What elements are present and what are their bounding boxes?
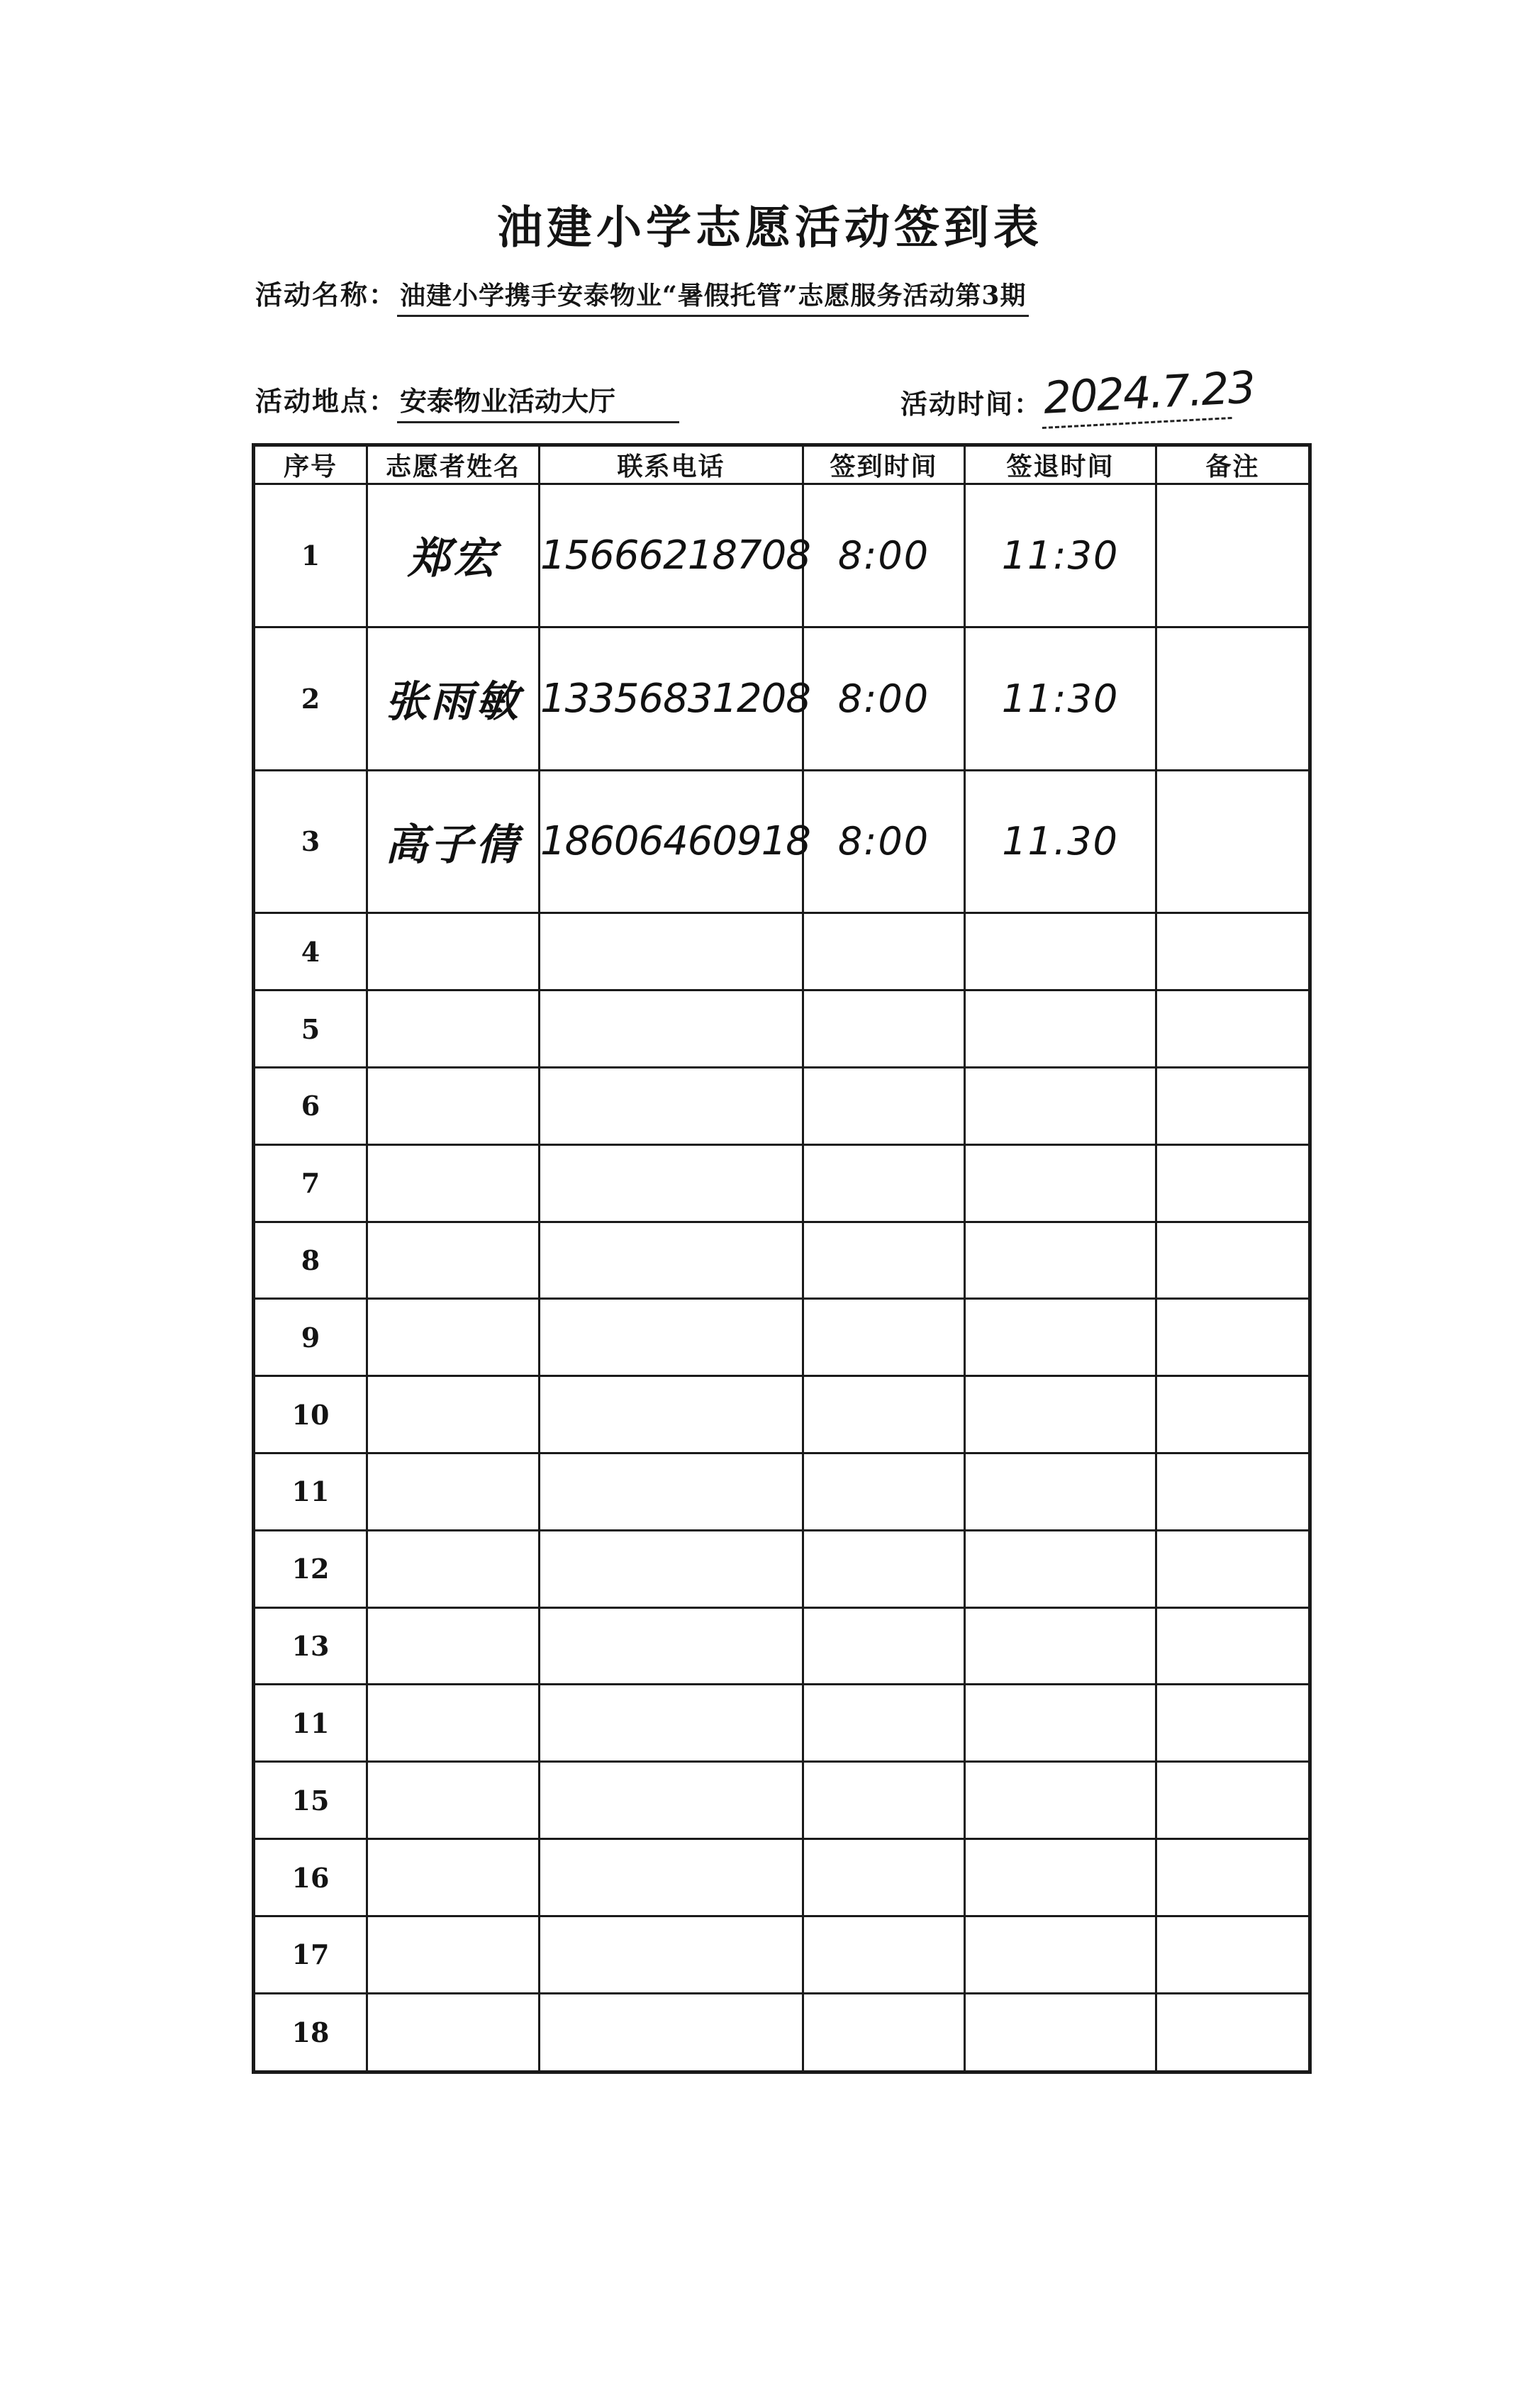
row-index-cell: 18 xyxy=(254,1993,367,2072)
volunteer-name-cell xyxy=(367,1144,540,1222)
header-remarks: 备注 xyxy=(1156,445,1310,484)
sign-in-time-cell xyxy=(803,1530,965,1607)
table-row xyxy=(254,1993,1310,2072)
sign-out-time-cell xyxy=(965,1453,1156,1531)
sign-out-time-cell: 11:30 xyxy=(965,484,1156,627)
sign-out-time-cell xyxy=(965,913,1156,990)
sign-in-time-cell xyxy=(803,990,965,1068)
activity-time-value: 2024.7.23 xyxy=(1039,362,1232,429)
sign-out-time-cell xyxy=(965,1993,1156,2072)
table-row xyxy=(254,1762,1310,1839)
sign-out-time-cell xyxy=(965,1299,1156,1376)
sign-in-time-cell xyxy=(803,1376,965,1453)
volunteer-name-cell xyxy=(367,1993,540,2072)
table-row xyxy=(254,1839,1310,1916)
table-row xyxy=(254,627,1310,770)
remarks-cell xyxy=(1156,1607,1310,1685)
volunteer-name-cell xyxy=(367,1222,540,1299)
row-index-cell: 11 xyxy=(254,1453,367,1531)
table-row xyxy=(254,1222,1310,1299)
table-row xyxy=(254,1607,1310,1685)
table-row xyxy=(254,1453,1310,1531)
sign-in-time-cell xyxy=(803,1993,965,2072)
activity-time-field xyxy=(900,361,1256,429)
table-row xyxy=(254,990,1310,1068)
table-row xyxy=(254,1916,1310,1993)
row-index-cell: 3 xyxy=(254,770,367,913)
page-title: 油建小学志愿活动签到表 xyxy=(497,201,1043,255)
volunteer-name-cell xyxy=(367,1453,540,1531)
row-index-cell: 4 xyxy=(254,913,367,990)
sign-in-time-cell xyxy=(803,1067,965,1144)
header-volunteer-name: 志愿者姓名 xyxy=(367,445,540,484)
row-index-cell: 11 xyxy=(254,1685,367,1762)
volunteer-name-cell: 张雨敏 xyxy=(367,627,540,770)
row-index-cell: 1 xyxy=(254,484,367,627)
phone-cell xyxy=(540,1222,803,1299)
table-row xyxy=(254,770,1310,913)
phone-cell xyxy=(540,1607,803,1685)
phone-cell xyxy=(540,1144,803,1222)
row-index-cell: 16 xyxy=(254,1839,367,1916)
remarks-cell xyxy=(1156,1685,1310,1762)
sign-out-time-cell xyxy=(965,1222,1156,1299)
location-label: 活动地点： xyxy=(255,385,398,417)
sign-in-table xyxy=(252,443,1312,2074)
phone-cell xyxy=(540,1762,803,1839)
remarks-cell xyxy=(1156,1839,1310,1916)
remarks-cell xyxy=(1156,1993,1310,2072)
sign-out-time-cell xyxy=(965,1067,1156,1144)
row-index-cell: 8 xyxy=(254,1222,367,1299)
sign-in-time-cell xyxy=(803,1762,965,1839)
sign-in-time-cell: 8:00 xyxy=(803,770,965,913)
volunteer-name-cell: 郑宏 xyxy=(367,484,540,627)
volunteer-name-cell xyxy=(367,1839,540,1916)
sign-in-time-cell xyxy=(803,1453,965,1531)
volunteer-name-cell xyxy=(367,1067,540,1144)
header-index: 序号 xyxy=(254,445,367,484)
phone-cell xyxy=(540,990,803,1068)
volunteer-name-cell: 高子倩 xyxy=(367,770,540,913)
header-sign-out-time: 签退时间 xyxy=(965,445,1156,484)
table-row xyxy=(254,484,1310,627)
row-index-cell: 13 xyxy=(254,1607,367,1685)
row-index-cell: 9 xyxy=(254,1299,367,1376)
sign-out-time-cell xyxy=(965,1144,1156,1222)
sign-in-time-cell: 8:00 xyxy=(803,484,965,627)
phone-cell xyxy=(540,1530,803,1607)
remarks-cell xyxy=(1156,1376,1310,1453)
phone-cell xyxy=(540,1376,803,1453)
volunteer-name-cell xyxy=(367,913,540,990)
header-phone: 联系电话 xyxy=(540,445,803,484)
volunteer-name-cell xyxy=(367,1299,540,1376)
volunteer-name-cell xyxy=(367,1376,540,1453)
remarks-cell xyxy=(1156,1067,1310,1144)
volunteer-name-cell xyxy=(367,990,540,1068)
remarks-cell xyxy=(1156,990,1310,1068)
sign-in-time-cell: 8:00 xyxy=(803,627,965,770)
sign-in-time-cell xyxy=(803,1839,965,1916)
row-index-cell: 7 xyxy=(254,1144,367,1222)
volunteer-name-cell xyxy=(367,1685,540,1762)
volunteer-name-cell xyxy=(367,1607,540,1685)
volunteer-name-cell xyxy=(367,1762,540,1839)
table-row xyxy=(254,1299,1310,1376)
sign-in-time-cell xyxy=(803,1607,965,1685)
row-index-cell: 2 xyxy=(254,627,367,770)
sign-out-time-cell xyxy=(965,990,1156,1068)
phone-cell xyxy=(540,1299,803,1376)
phone-cell xyxy=(540,1993,803,2072)
table-row xyxy=(254,1144,1310,1222)
row-index-cell: 17 xyxy=(254,1916,367,1993)
sign-in-time-cell xyxy=(803,1222,965,1299)
volunteer-name-cell xyxy=(367,1530,540,1607)
phone-cell xyxy=(540,913,803,990)
sign-out-time-cell xyxy=(965,1530,1156,1607)
sign-in-time-cell xyxy=(803,1916,965,1993)
row-index-cell: 15 xyxy=(254,1762,367,1839)
sign-out-time-cell xyxy=(965,1916,1156,1993)
activity-name-value: 油建小学携手安泰物业“暑假托管”志愿服务活动第3期 xyxy=(397,276,1029,317)
phone-cell xyxy=(540,1453,803,1531)
remarks-cell xyxy=(1156,1530,1310,1607)
remarks-cell xyxy=(1156,770,1310,913)
row-index-cell: 10 xyxy=(254,1376,367,1453)
activity-name-field xyxy=(255,273,1029,317)
row-index-cell: 12 xyxy=(254,1530,367,1607)
sign-in-time-cell xyxy=(803,1299,965,1376)
remarks-cell xyxy=(1156,1299,1310,1376)
sign-in-time-cell xyxy=(803,1144,965,1222)
phone-cell xyxy=(540,1067,803,1144)
phone-cell: 15666218708 xyxy=(540,484,803,627)
remarks-cell xyxy=(1156,1453,1310,1531)
phone-cell xyxy=(540,1839,803,1916)
table-row xyxy=(254,1685,1310,1762)
remarks-cell xyxy=(1156,1144,1310,1222)
remarks-cell xyxy=(1156,913,1310,990)
activity-time-label: 活动时间： xyxy=(900,388,1043,420)
table-row xyxy=(254,1376,1310,1453)
remarks-cell xyxy=(1156,484,1310,627)
row-index-cell: 5 xyxy=(254,990,367,1068)
activity-name-label: 活动名称： xyxy=(255,279,398,311)
table-header-row xyxy=(254,445,1310,484)
remarks-cell xyxy=(1156,1222,1310,1299)
volunteer-name-cell xyxy=(367,1916,540,1993)
header-sign-in-time: 签到时间 xyxy=(803,445,965,484)
location-value: 安泰物业活动大厅 xyxy=(397,379,679,423)
table-row xyxy=(254,913,1310,990)
sign-out-time-cell xyxy=(965,1762,1156,1839)
sign-out-time-cell xyxy=(965,1376,1156,1453)
table-row xyxy=(254,1067,1310,1144)
phone-cell: 13356831208 xyxy=(540,627,803,770)
remarks-cell xyxy=(1156,1762,1310,1839)
sign-out-time-cell xyxy=(965,1839,1156,1916)
sign-out-time-cell: 11:30 xyxy=(965,627,1156,770)
remarks-cell xyxy=(1156,627,1310,770)
location-field xyxy=(255,379,679,423)
row-index-cell: 6 xyxy=(254,1067,367,1144)
phone-cell xyxy=(540,1685,803,1762)
sign-out-time-cell xyxy=(965,1685,1156,1762)
remarks-cell xyxy=(1156,1916,1310,1993)
sign-in-time-cell xyxy=(803,913,965,990)
sign-out-time-cell: 11.30 xyxy=(965,770,1156,913)
phone-cell: 18606460918 xyxy=(540,770,803,913)
sign-out-time-cell xyxy=(965,1607,1156,1685)
phone-cell xyxy=(540,1916,803,1993)
sign-in-time-cell xyxy=(803,1685,965,1762)
table-row xyxy=(254,1530,1310,1607)
